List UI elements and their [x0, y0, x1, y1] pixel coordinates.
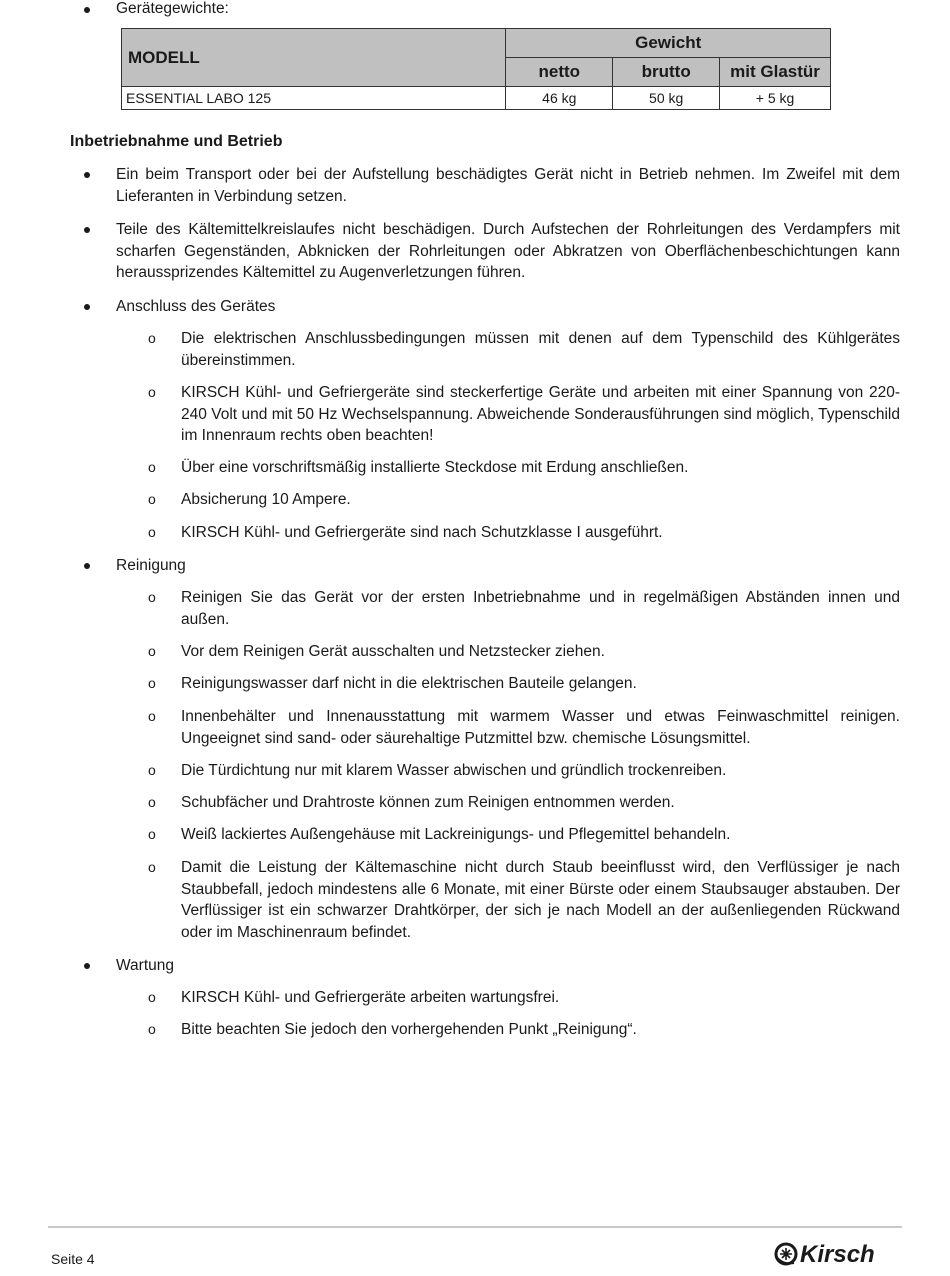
bullet-dot: [84, 7, 90, 13]
sub-marker: o: [148, 794, 156, 810]
sub-marker: o: [148, 643, 156, 659]
sub-marker: o: [148, 989, 156, 1005]
kirsch-logo: [774, 1241, 900, 1267]
sub-item-text: Damit die Leistung der Kältemaschine nicht durch Staub beeinflusst wird, den Verflüssiger je nach Staubbefall, jedoch mindestens alle 6 Monate, mit einer Bürste oder einem Staubsauger abstauben. Der Verflüssiger ist ein schwarzer Drahtkörper, der sich je nach Modell an der außenliegenden Rückwand oder im Maschinenraum befindet.: [181, 859, 900, 941]
table-header-glass: mit Glastür: [720, 58, 831, 87]
page-number: Seite 4: [51, 1251, 95, 1267]
weights-table: [121, 28, 831, 110]
kirsch-logo-graphic: [774, 1241, 900, 1267]
bullet-text: Gerätegewichte:: [116, 0, 229, 17]
bullet-dot: [84, 172, 90, 178]
table-header-model: MODELL: [122, 29, 506, 87]
sub-item-text: Vor dem Reinigen Gerät ausschalten und Netzstecker ziehen.: [181, 643, 605, 660]
sub-marker: o: [148, 708, 156, 724]
sub-item-text: Die elektrischen Anschlussbedingungen müssen mit denen auf dem Typenschild des Kühlgerätes übereinstimmen.: [181, 330, 900, 369]
bullet-dot: [84, 304, 90, 310]
sub-item-text: Die Türdichtung nur mit klarem Wasser abwischen und gründlich trockenreiben.: [181, 762, 727, 779]
bullet-text: Anschluss des Gerätes: [116, 298, 276, 315]
table-cell-glass: + 5 kg: [720, 87, 831, 110]
sub-item-text: Über eine vorschriftsmäßig installierte Steckdose mit Erdung anschließen.: [181, 459, 689, 476]
footer-divider: [48, 1226, 902, 1228]
logo-text: Kirsch: [800, 1241, 875, 1267]
table-cell-brutto: 50 kg: [613, 87, 720, 110]
sub-item-text: Innenbehälter und Innenausstattung mit warmem Wasser und etwas Feinwaschmittel reinigen. Ungeeignet sind sand- oder säurehaltige Putzmittel bzw. chemische Lösungsmittel.: [181, 708, 900, 747]
sub-item-text: KIRSCH Kühl- und Gefriergeräte sind steckerfertige Geräte und arbeiten mit einer Spannung von 220-240 Volt und mit 50 Hz Wechselspannung. Abweichende Sonderausführungen sind möglich, Typenschild im Innenraum rechts oben beachten!: [181, 384, 900, 444]
table-row: [122, 87, 831, 110]
sub-marker: o: [148, 826, 156, 842]
sub-item-text: Weiß lackiertes Außengehäuse mit Lackreinigungs- und Pflegemittel behandeln.: [181, 826, 731, 843]
bullet-dot: [84, 963, 90, 969]
sub-item-text: KIRSCH Kühl- und Gefriergeräte arbeiten wartungsfrei.: [181, 989, 560, 1006]
sub-marker: o: [148, 330, 156, 346]
sub-marker: o: [148, 859, 156, 875]
sub-marker: o: [148, 762, 156, 778]
sub-marker: o: [148, 675, 156, 691]
bullet-text: Reinigung: [116, 557, 186, 574]
sub-item-text: Reinigungswasser darf nicht in die elektrischen Bauteile gelangen.: [181, 675, 637, 692]
bullet-dot: [84, 227, 90, 233]
sub-item-text: Reinigen Sie das Gerät vor der ersten Inbetriebnahme und in regelmäßigen Abständen innen und außen.: [181, 589, 900, 628]
sub-marker: o: [148, 491, 156, 507]
table-cell-model: ESSENTIAL LABO 125: [122, 87, 506, 110]
sub-marker: o: [148, 384, 156, 400]
sub-marker: o: [148, 589, 156, 605]
section-heading: Inbetriebnahme und Betrieb: [70, 133, 283, 150]
sub-item-text: Schubfächer und Drahtroste können zum Reinigen entnommen werden.: [181, 794, 675, 811]
table-header-brutto: brutto: [613, 58, 720, 87]
table-header-netto: netto: [506, 58, 613, 87]
sub-marker: o: [148, 524, 156, 540]
sub-item-text: Bitte beachten Sie jedoch den vorhergehenden Punkt „Reinigung“.: [181, 1021, 637, 1038]
bullet-text: Ein beim Transport oder bei der Aufstellung beschädigtes Gerät nicht in Betrieb nehmen. Im Zweifel mit dem Lieferanten in Verbindung setzen.: [116, 166, 900, 205]
bullet-dot: [84, 563, 90, 569]
sub-marker: o: [148, 459, 156, 475]
sub-marker: o: [148, 1021, 156, 1037]
bullet-text: Teile des Kältemittelkreislaufes nicht beschädigen. Durch Aufstechen der Rohrleitungen des Verdampfers mit scharfen Gegenständen, Abknicken der Rohrleitungen oder Abkratzen von Oberflächenbeschichtungen kann heraussprizendes Kältemittel zu Augenverletzungen führen.: [116, 221, 900, 281]
sub-item-text: Absicherung 10 Ampere.: [181, 491, 351, 508]
table-header-weight: Gewicht: [506, 29, 831, 58]
table-cell-netto: 46 kg: [506, 87, 613, 110]
sub-item-text: KIRSCH Kühl- und Gefriergeräte sind nach Schutzklasse I ausgeführt.: [181, 524, 663, 541]
bullet-text: Wartung: [116, 957, 175, 974]
